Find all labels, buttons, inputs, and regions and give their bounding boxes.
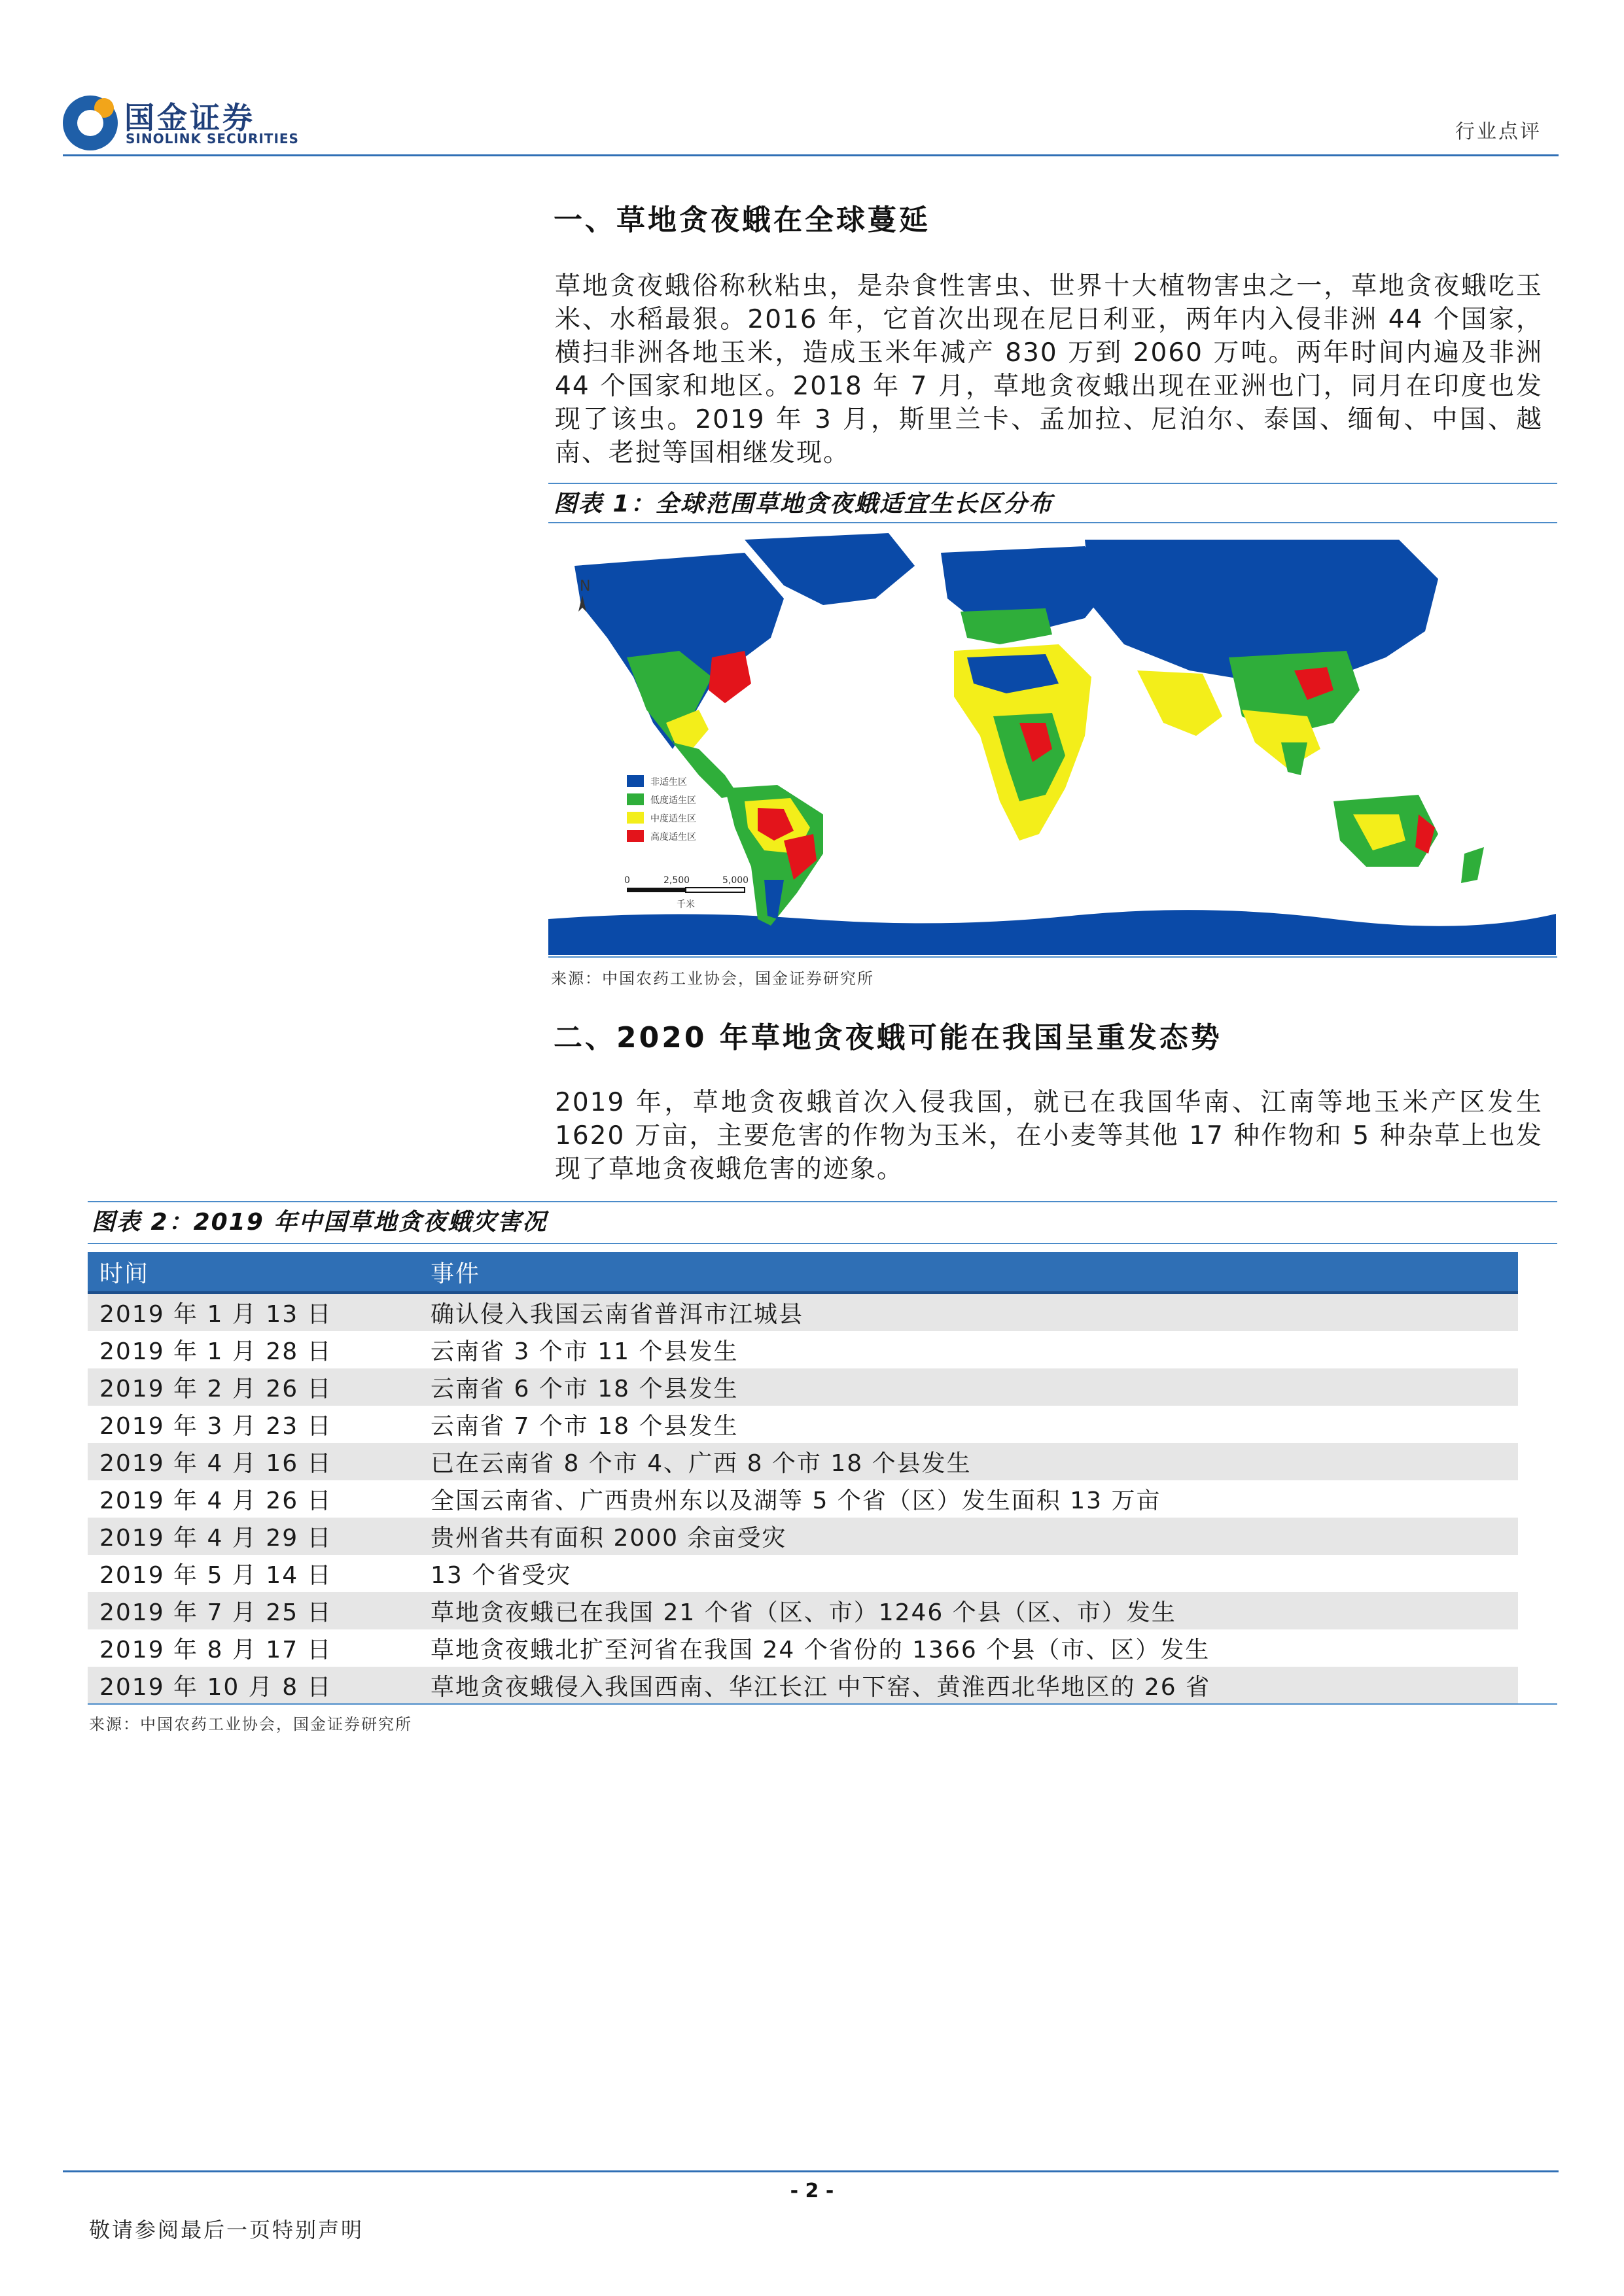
- section1-paragraph: 草地贪夜蛾俗称秋粘虫，是杂食性害虫、世界十大植物害虫之一，草地贪夜蛾吃玉米、水稻最狠。2016 年，它首次出现在尼日利亚，两年内入侵非洲 44 个国家，横扫非洲各地玉米，造成玉米年减产 830 万到 2060 万吨。两年时间内遍及非洲 44 个国家和地区。2018 年 7 月，草地贪夜蛾出现在亚洲也门，同月在印度也发现了该虫。2019 年 3 月，斯里兰卡、孟加拉、尼泊尔、泰国、缅甸、中国、越南、老挝等国相继发现。: [555, 271, 1543, 468]
- events-table: [88, 1252, 1518, 1704]
- cell-event: 13 个省受灾: [419, 1555, 1518, 1592]
- cell-event: 全国云南省、广西贵州东以及湖等 5 个省（区）发生面积 13 万亩: [419, 1480, 1518, 1518]
- cell-event: 贵州省共有面积 2000 余亩受灾: [419, 1518, 1518, 1555]
- figure1-bottom-rule: [548, 956, 1557, 958]
- table-row: [88, 1518, 1518, 1555]
- world-map: [548, 527, 1556, 955]
- svg-text:非适生区: 非适生区: [650, 777, 687, 788]
- figure2-bottom-rule: [88, 1703, 1557, 1705]
- cell-event: 确认侵入我国云南省普洱市江城县: [419, 1293, 1518, 1331]
- cell-time: 2019 年 1 月 13 日: [88, 1293, 419, 1331]
- cell-time: 2019 年 7 月 25 日: [88, 1592, 419, 1629]
- logo-icon: [63, 96, 118, 150]
- svg-text:5,000: 5,000: [722, 875, 749, 886]
- cell-event: 草地贪夜蛾北扩至河省在我国 24 个省份的 1366 个县（市、区）发生: [419, 1629, 1518, 1667]
- footer-rule: [63, 2170, 1559, 2172]
- svg-text:0: 0: [624, 875, 630, 886]
- table-row: [88, 1368, 1518, 1406]
- page-number: - 2 -: [790, 2180, 834, 2202]
- figure1-source: 来源：中国农药工业协会，国金证券研究所: [551, 969, 874, 988]
- cell-time: 2019 年 1 月 28 日: [88, 1331, 419, 1368]
- table-row: [88, 1629, 1518, 1667]
- table-row: [88, 1443, 1518, 1480]
- header-rule: [63, 154, 1559, 156]
- report-category: 行业点评: [1455, 120, 1542, 143]
- cell-time: 2019 年 5 月 14 日: [88, 1555, 419, 1592]
- north-label: N: [580, 578, 591, 595]
- cell-event: 草地贪夜蛾已在我国 21 个省（区、市）1246 个县（区、市）发生: [419, 1592, 1518, 1629]
- table-row: [88, 1406, 1518, 1443]
- section1-heading: 一、草地贪夜蛾在全球蔓延: [554, 203, 930, 237]
- cell-event: 云南省 7 个市 18 个县发生: [419, 1406, 1518, 1443]
- figure2-title: 图表 2：2019 年中国草地贪夜蛾灾害况: [92, 1209, 548, 1236]
- cell-event: 云南省 6 个市 18 个县发生: [419, 1368, 1518, 1406]
- table-row: [88, 1667, 1518, 1704]
- figure1-title: 图表 1：全球范围草地贪夜蛾适宜生长区分布: [554, 491, 1053, 517]
- table-row: [88, 1592, 1518, 1629]
- logo-text-en: SINOLINK SECURITIES: [126, 131, 299, 147]
- svg-text:2,500: 2,500: [663, 875, 690, 886]
- cell-event: 已在云南省 8 个市 4、广西 8 个市 18 个县发生: [419, 1443, 1518, 1480]
- figure2-title-rule: [88, 1243, 1557, 1244]
- cell-event: 草地贪夜蛾侵入我国西南、华江长江 中下窑、黄淮西北华地区的 26 省: [419, 1667, 1518, 1704]
- section2-heading: 二、2020 年草地贪夜蛾可能在我国呈重发态势: [554, 1021, 1222, 1054]
- table-row: [88, 1480, 1518, 1518]
- column-header-time: 时间: [88, 1252, 419, 1293]
- figure1-title-rule: [548, 522, 1557, 523]
- svg-text:千米: 千米: [677, 899, 695, 910]
- section2-paragraph: 2019 年，草地贪夜蛾首次入侵我国，就已在我国华南、江南等地玉米产区发生 1620 万亩，主要危害的作物为玉米，在小麦等其他 17 种作物和 5 种杂草上也发现了草地贪夜蛾危害的迹象。: [555, 1088, 1543, 1184]
- logo-text-cn: 国金证券: [124, 100, 255, 135]
- svg-text:低度适生区: 低度适生区: [650, 795, 696, 806]
- column-header-event: 事件: [419, 1252, 1518, 1293]
- cell-time: 2019 年 4 月 29 日: [88, 1518, 419, 1555]
- svg-text:高度适生区: 高度适生区: [650, 832, 696, 843]
- cell-time: 2019 年 4 月 16 日: [88, 1443, 419, 1480]
- map-legend: [627, 775, 696, 843]
- table-row: [88, 1555, 1518, 1592]
- figure2-top-rule: [88, 1201, 1557, 1202]
- cell-time: 2019 年 8 月 17 日: [88, 1629, 419, 1667]
- figure2-source: 来源：中国农药工业协会，国金证券研究所: [89, 1715, 412, 1733]
- table-row: [88, 1331, 1518, 1368]
- cell-event: 云南省 3 个市 11 个县发生: [419, 1331, 1518, 1368]
- scale-bar: [624, 875, 749, 910]
- svg-text:中度适生区: 中度适生区: [650, 814, 696, 824]
- cell-time: 2019 年 2 月 26 日: [88, 1368, 419, 1406]
- cell-time: 2019 年 4 月 26 日: [88, 1480, 419, 1518]
- cell-time: 2019 年 10 月 8 日: [88, 1667, 419, 1704]
- cell-time: 2019 年 3 月 23 日: [88, 1406, 419, 1443]
- footer-disclaimer: 敬请参阅最后一页特别声明: [89, 2218, 364, 2242]
- table-header-row: [88, 1252, 1518, 1293]
- figure1-top-rule: [548, 483, 1557, 484]
- table-row: [88, 1293, 1518, 1331]
